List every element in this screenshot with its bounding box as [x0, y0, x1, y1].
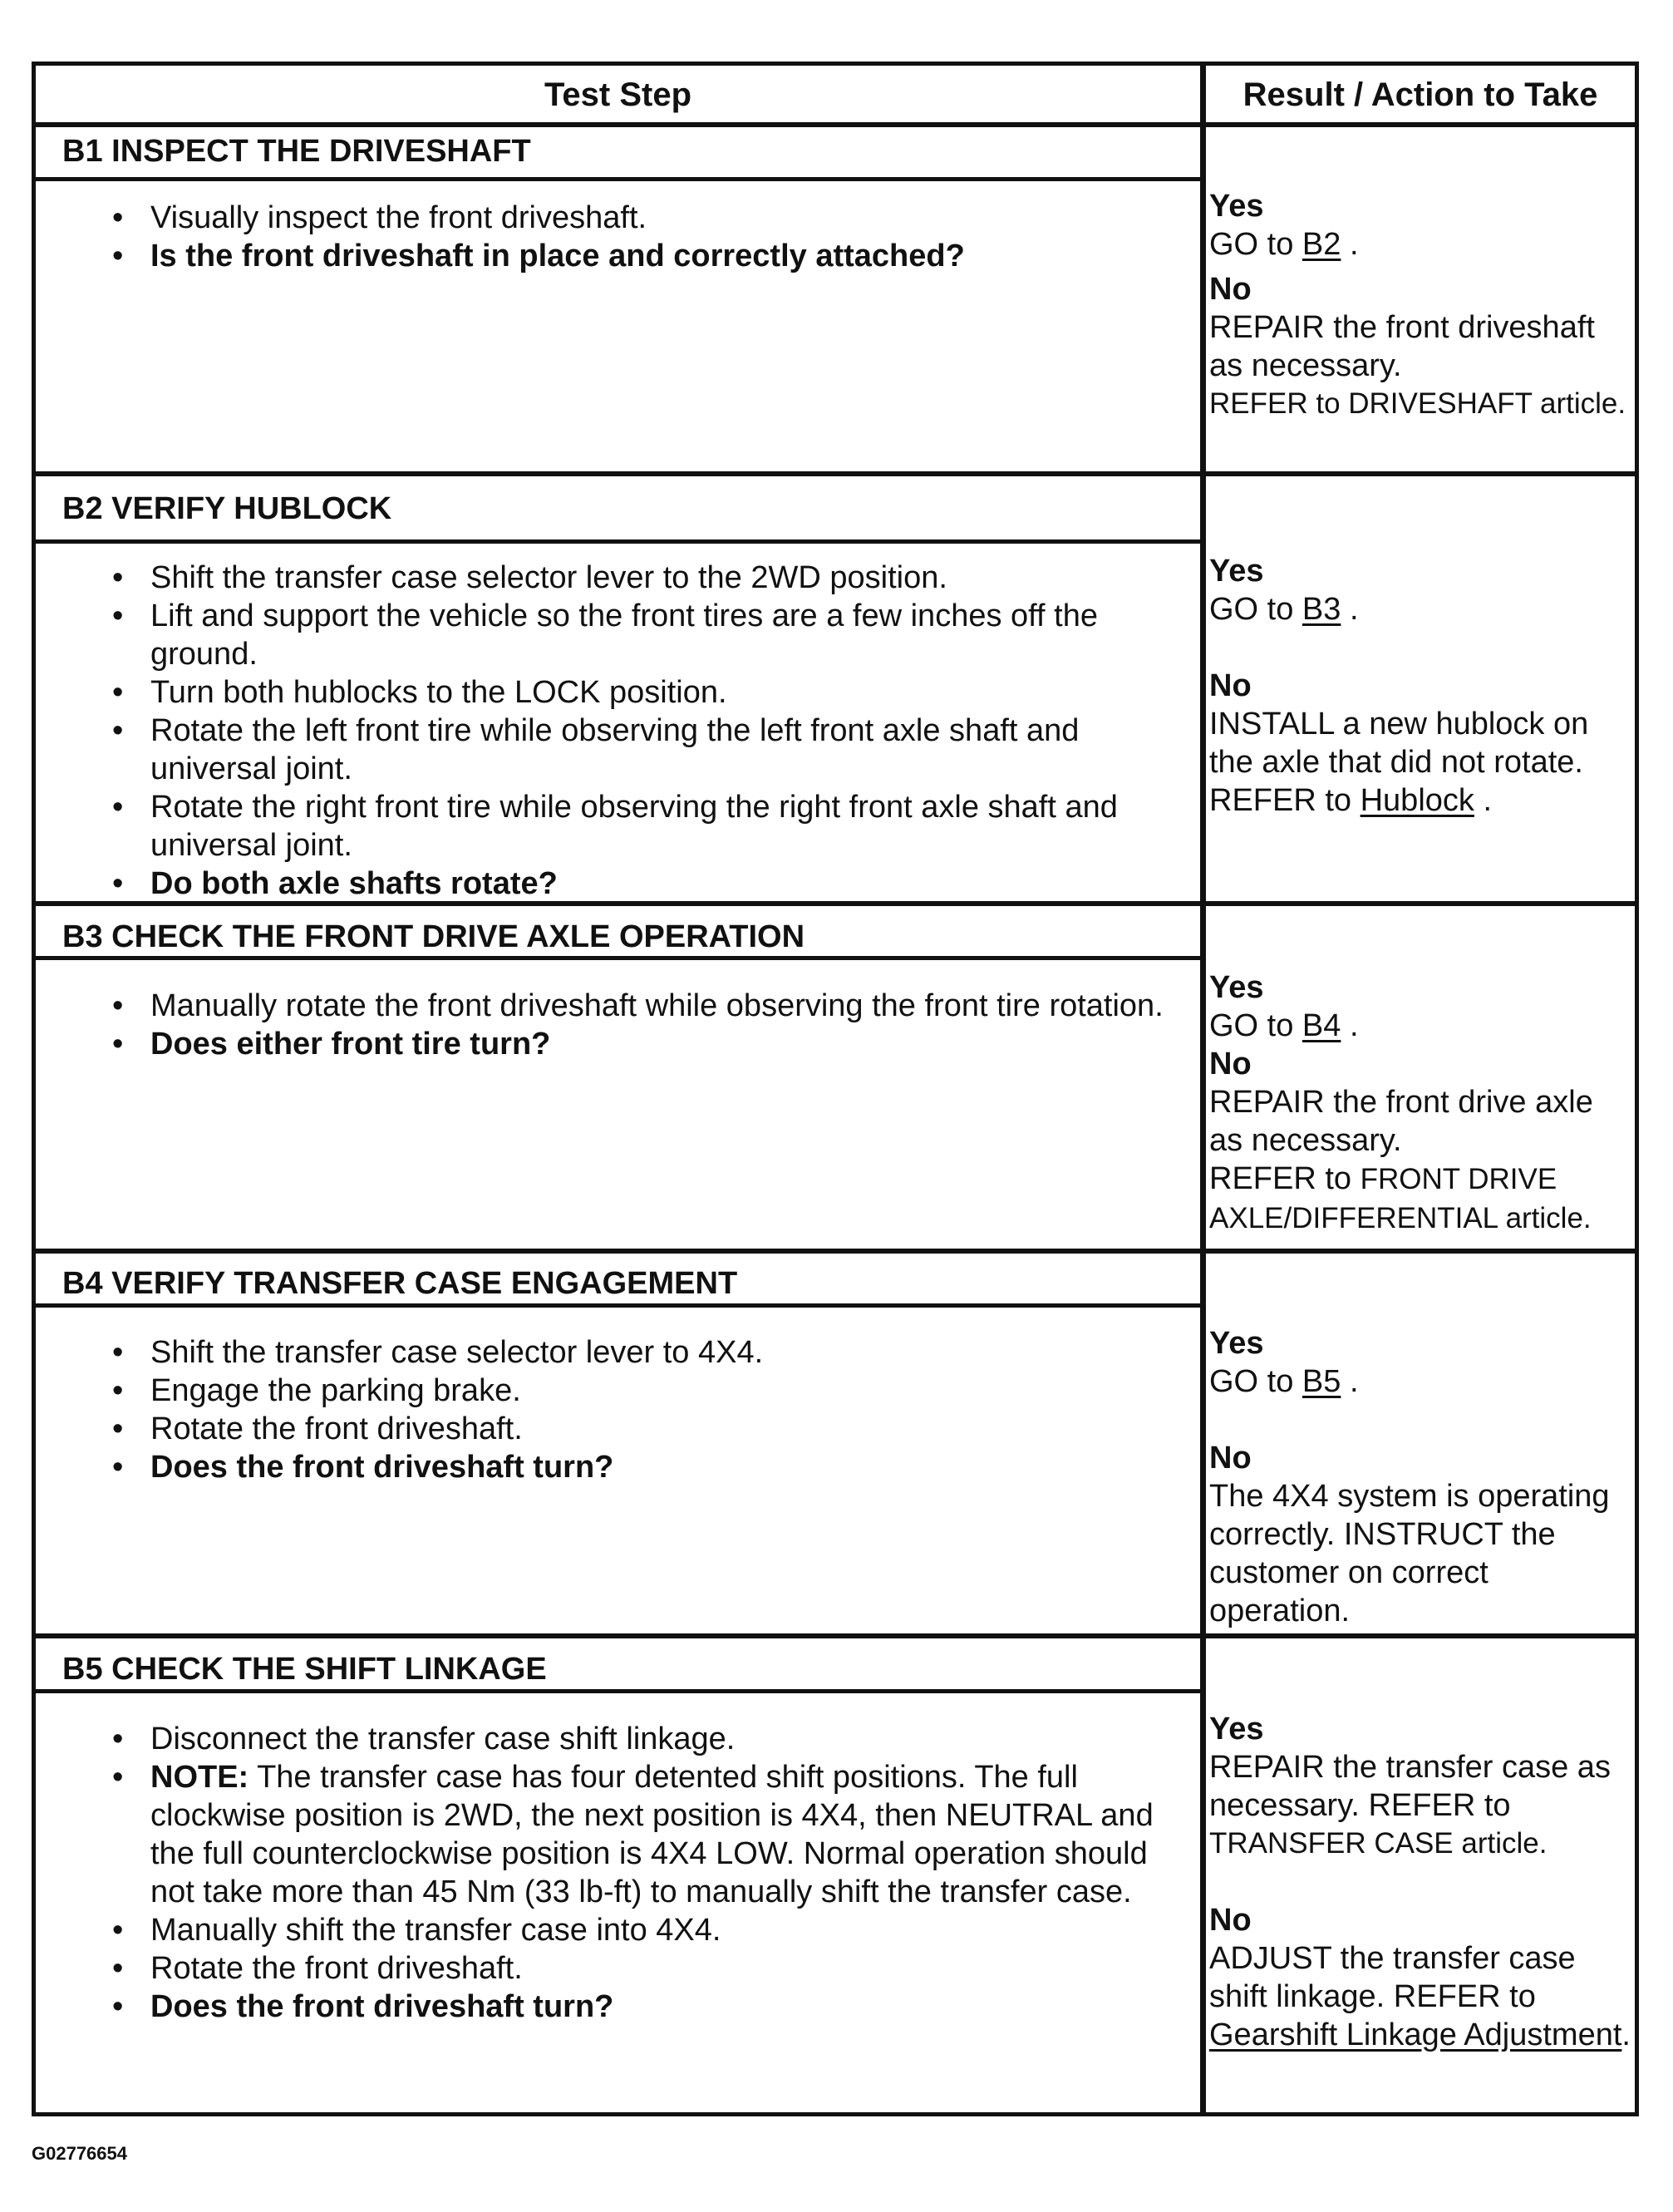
goto-b4-link[interactable]: B4: [1301, 1008, 1341, 1043]
no-ref-text: REFER to: [1209, 783, 1361, 818]
step-title-b5: B5 CHECK THE SHIFT LINKAGE: [62, 1651, 547, 1687]
step-item: • Turn both hublocks to the LOCK position.: [150, 673, 1199, 712]
yes-text: GO to: [1209, 1008, 1302, 1043]
no-ref-suffix: .: [1621, 2017, 1631, 2052]
step-list-b3: [36, 987, 1199, 1063]
step-item: • Manually shift the transfer case into 4X4.: [150, 1911, 1199, 1949]
header-result: Result / Action to Take: [1242, 76, 1598, 113]
yes-suffix: .: [1341, 1364, 1359, 1399]
yes-label: Yes: [1209, 189, 1264, 224]
step-question: • Does the front driveshaft turn?: [150, 1988, 1199, 2026]
step-title-b3: B3 CHECK THE FRONT DRIVE AXLE OPERATION: [62, 919, 805, 954]
step-list-b5: [36, 1720, 1199, 2026]
step-item: • Engage the parking brake.: [150, 1372, 1199, 1410]
step-item: • Shift the transfer case selector lever to 4X4.: [150, 1333, 1199, 1372]
title-divider: [36, 539, 1200, 544]
result-b2: [1209, 552, 1635, 820]
yes-action: [1209, 590, 1635, 628]
no-reference: [1209, 781, 1635, 820]
step-item: • Rotate the left front tire while observing the left front axle shaft and universal joint.: [150, 712, 1199, 788]
goto-b2-link[interactable]: B2: [1301, 227, 1341, 262]
row-divider: [36, 471, 1635, 476]
diagnostic-table: [32, 62, 1639, 2116]
step-list-b1: [36, 199, 1199, 275]
yes-text: GO to: [1209, 227, 1302, 262]
no-action: INSTALL a new hublock on the axle that did not rotate.: [1209, 707, 1589, 780]
step-question: • Does either front tire turn?: [150, 1025, 1199, 1063]
no-label: No: [1209, 1441, 1252, 1475]
step-item: • Manually rotate the front driveshaft while observing the front tire rotation.: [150, 987, 1199, 1025]
step-title-b2: B2 VERIFY HUBLOCK: [62, 490, 392, 526]
no-ref-article: FRONT DRIVE AXLE/DIFFERENTIAL article.: [1209, 1163, 1592, 1234]
step-title-b4: B4 VERIFY TRANSFER CASE ENGAGEMENT: [62, 1265, 738, 1301]
no-label: No: [1209, 272, 1252, 307]
step-note: [150, 1758, 1199, 1911]
step-item: • Rotate the front driveshaft.: [150, 1410, 1199, 1448]
result-b3: [1209, 968, 1635, 1238]
no-ref-text: REFER to: [1209, 1161, 1361, 1196]
yes-reference: TRANSFER CASE article.: [1209, 1827, 1548, 1860]
step-item: • Rotate the front driveshaft.: [150, 1949, 1199, 1988]
result-b1: [1209, 187, 1635, 423]
step-list-b2: [36, 559, 1199, 903]
no-reference: REFER to DRIVESHAFT article.: [1209, 387, 1626, 420]
yes-action: [1209, 1007, 1635, 1045]
no-label: No: [1209, 668, 1252, 703]
result-b4: [1209, 1324, 1635, 1630]
step-question: • Do both axle shafts rotate?: [150, 865, 1199, 903]
yes-action: REPAIR the transfer case as necessary. REFER to: [1209, 1750, 1611, 1823]
yes-action: [1209, 1362, 1635, 1401]
step-item: • Disconnect the transfer case shift linkage.: [150, 1720, 1199, 1758]
hublock-link[interactable]: Hublock: [1360, 783, 1474, 818]
note-label: NOTE:: [150, 1760, 249, 1795]
gearshift-linkage-link[interactable]: Gearshift Linkage Adjustment: [1209, 2017, 1622, 2052]
yes-suffix: .: [1341, 227, 1359, 262]
goto-b3-link[interactable]: B3: [1301, 592, 1341, 627]
no-reference: [1209, 1160, 1635, 1238]
yes-label: Yes: [1209, 554, 1264, 589]
column-divider: [1200, 66, 1206, 2112]
row-divider: [36, 1633, 1635, 1638]
figure-id: G02776654: [32, 2143, 127, 2164]
step-item: • Lift and support the vehicle so the front tires are a few inches off the ground.: [150, 597, 1199, 673]
yes-label: Yes: [1209, 970, 1264, 1005]
yes-label: Yes: [1209, 1326, 1264, 1361]
no-label: No: [1209, 1047, 1252, 1081]
yes-text: GO to: [1209, 1364, 1302, 1399]
yes-suffix: .: [1341, 592, 1359, 627]
step-title-b1: B1 INSPECT THE DRIVESHAFT: [62, 133, 531, 169]
no-label: No: [1209, 1903, 1252, 1938]
step-list-b4: [36, 1333, 1199, 1486]
result-b5: [1209, 1710, 1635, 2054]
goto-b5-link[interactable]: B5: [1301, 1364, 1341, 1399]
no-action: The 4X4 system is operating correctly. INSTRUCT the customer on correct operation.: [1209, 1479, 1610, 1628]
step-question: • Is the front driveshaft in place and correctly attached?: [150, 237, 1199, 275]
yes-suffix: .: [1341, 1008, 1359, 1043]
step-item: • Shift the transfer case selector lever to the 2WD position.: [150, 559, 1199, 597]
yes-action: [1209, 225, 1635, 264]
no-ref-suffix: .: [1474, 783, 1493, 818]
no-reference: [1209, 2016, 1635, 2054]
no-action: REPAIR the front drive axle as necessary.: [1209, 1085, 1593, 1158]
note-text: The transfer case has four detented shift positions. The full clockwise position is 2WD, the next position is 4X4, then NEUTRAL and the full counterclockwise position is 4X4 LOW. Normal operation should not take more than 45 Nm (33 lb-ft) to manually shift the transfer case.: [150, 1760, 1154, 1909]
step-question: • Does the front driveshaft turn?: [150, 1448, 1199, 1486]
step-item: • Rotate the right front tire while observing the right front axle shaft and universal joint.: [150, 788, 1199, 865]
no-action: ADJUST the transfer case shift linkage. REFER to: [1209, 1941, 1576, 2014]
yes-text: GO to: [1209, 592, 1302, 627]
step-item: • Visually inspect the front driveshaft.: [150, 199, 1199, 237]
yes-label: Yes: [1209, 1712, 1264, 1746]
no-action: REPAIR the front driveshaft as necessary.: [1209, 310, 1595, 383]
header-test-step: Test Step: [544, 76, 692, 113]
row-divider: [36, 1249, 1635, 1254]
